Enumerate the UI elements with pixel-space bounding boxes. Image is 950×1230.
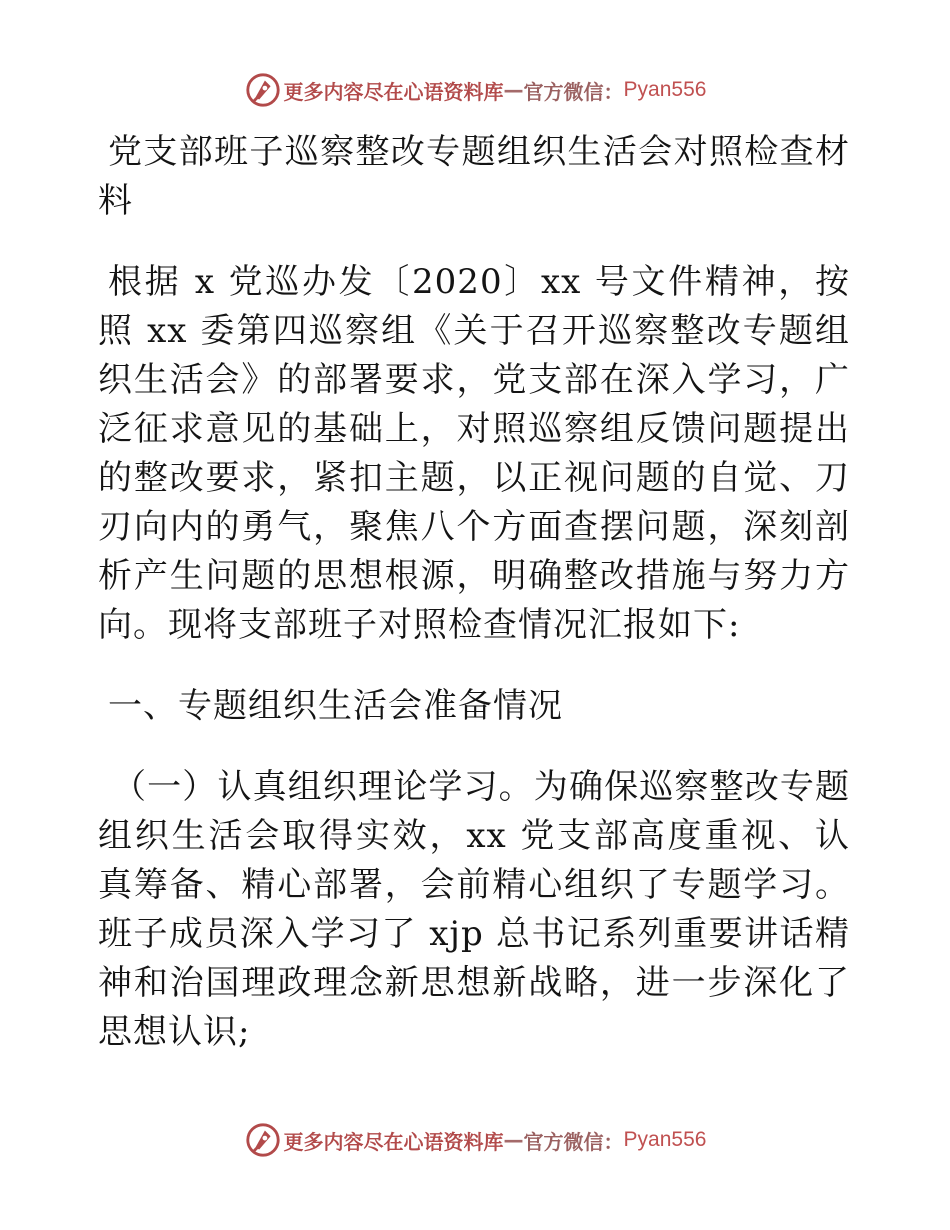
watermark-wechat-id: Pyan556 — [623, 78, 707, 101]
intro-paragraph: 根据 x 党巡办发〔2020〕xx 号文件精神，按照 xx 委第四巡察组《关于召开巡察整改专题组织生活会》的部署要求，党支部在深入学习，广泛征求意见的基础上，对照巡察组反馈问题提出的整改要求，紧扣主题，以正视问题的自觉、刀刃向内的勇气，聚焦八个方面查摆问题，深刻剖析产生问题的思想根源，明确整改措施与努力方向。现将支部班子对照检查情况汇报如下: — [98, 262, 850, 645]
watermark-label: 官方微信： — [523, 1129, 624, 1154]
section-heading: 一、专题组织生活会准备情况 — [108, 686, 563, 726]
watermark-separator: — — [503, 78, 524, 102]
watermark-text: 更多内容尽在心语资料库 — [283, 1129, 504, 1154]
pen-nib-logo-icon — [244, 71, 282, 109]
document-body — [98, 128, 850, 1057]
watermark-text: 更多内容尽在心语资料库 — [283, 79, 504, 104]
watermark-separator: — — [503, 1128, 524, 1152]
pen-nib-logo-icon — [244, 1121, 282, 1159]
watermark-banner-bottom — [0, 1120, 950, 1160]
watermark-wechat-id: Pyan556 — [623, 1128, 707, 1151]
document-title: 党支部班子巡察整改专题组织生活会对照检查材料 — [98, 132, 850, 221]
watermark-banner-top — [0, 70, 950, 110]
watermark-label: 官方微信： — [523, 79, 624, 104]
section-paragraph: （一）认真组织理论学习。为确保巡察整改专题组织生活会取得实效，xx 党支部高度重视、认真筹备、精心部署，会前精心组织了专题学习。班子成员深入学习了 xjp 总书记系列重要讲话精神和治国理政理念新思想新战略，进一步深化了思想认识; — [98, 767, 850, 1052]
